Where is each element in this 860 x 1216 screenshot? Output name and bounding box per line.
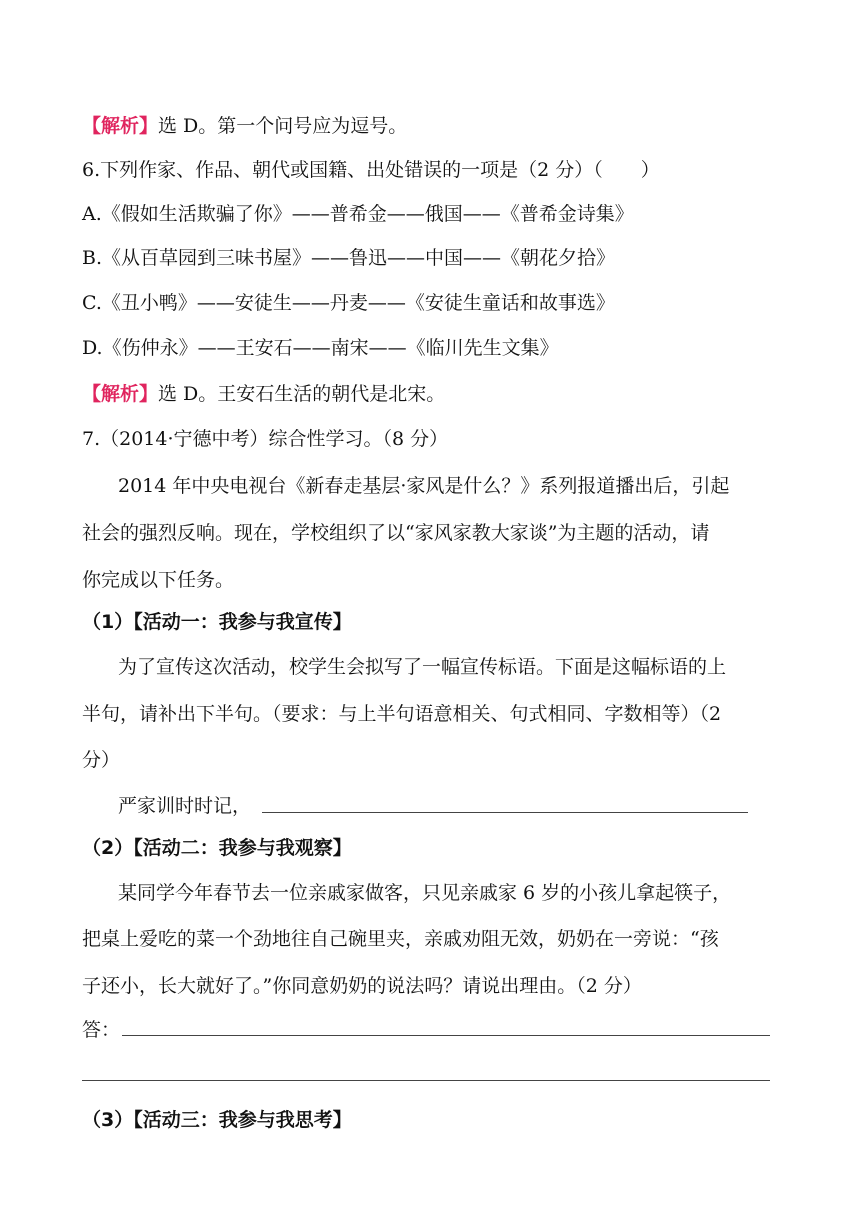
q7-stem: 7.（2014·宁德中考）综合性学习。（8 分） [82, 428, 449, 450]
q7-intro-line: 社会的强烈反响。现在，学校组织了以“家风家教大家谈”为主题的活动，请 [82, 522, 710, 544]
q6-option-a: A.《假如生活欺骗了你》——普希金——俄国——《普希金诗集》 [82, 203, 634, 225]
q7-part2-answer-label: 答： [82, 1019, 121, 1041]
q7-part1-answer-prefix: 严家训时时记， [118, 795, 252, 817]
analysis-tag: 【解析】 [82, 383, 159, 405]
answer-blank-line[interactable] [122, 1035, 770, 1036]
q5-analysis [82, 112, 407, 140]
q7-part1-text: 分） [82, 749, 121, 771]
analysis-text: 选 D。第一个问号应为逗号。 [158, 115, 408, 137]
q7-part2-text: 某同学今年春节去一位亲戚家做客，只见亲戚家 6 岁的小孩儿拿起筷子， [118, 882, 732, 904]
q7-part2-text: 子还小，长大就好了。”你同意奶奶的说法吗？请说出理由。（2 分） [82, 975, 642, 997]
q7-part2-heading: （2）【活动二：我参与我观察】 [82, 837, 352, 859]
q7-part2-text: 把桌上爱吃的菜一个劲地往自己碗里夹，亲戚劝阻无效，奶奶在一旁说：“孩 [82, 928, 719, 950]
q7-intro-line: 2014 年中央电视台《新春走基层·家风是什么？》系列报道播出后，引起 [118, 475, 730, 497]
analysis-tag: 【解析】 [82, 115, 159, 137]
q7-part1-text: 为了宣传这次活动，校学生会拟写了一幅宣传标语。下面是这幅标语的上 [118, 656, 727, 678]
q7-part3-heading: （3）【活动三：我参与我思考】 [82, 1109, 352, 1131]
q6-analysis [82, 380, 445, 408]
analysis-text: 选 D。王安石生活的朝代是北宋。 [158, 383, 446, 405]
q6-stem: 6.下列作家、作品、朝代或国籍、出处错误的一项是（2 分）（ ） [82, 159, 660, 181]
answer-blank-line[interactable] [262, 812, 748, 813]
answer-blank-line[interactable] [82, 1080, 770, 1081]
q7-part1-text: 半句，请补出下半句。（要求：与上半句语意相关、句式相同、字数相等）（2 [82, 703, 722, 725]
q6-option-c: C.《丑小鸭》——安徒生——丹麦——《安徒生童话和故事选》 [82, 292, 615, 314]
q7-part1-heading: （1）【活动一：我参与我宣传】 [82, 611, 352, 633]
q7-intro-line: 你完成以下任务。 [82, 569, 235, 591]
q6-option-b: B.《从百草园到三味书屋》——鲁迅——中国——《朝花夕拾》 [82, 247, 616, 269]
q6-option-d: D.《伤仲永》——王安石——南宋——《临川先生文集》 [82, 337, 559, 359]
